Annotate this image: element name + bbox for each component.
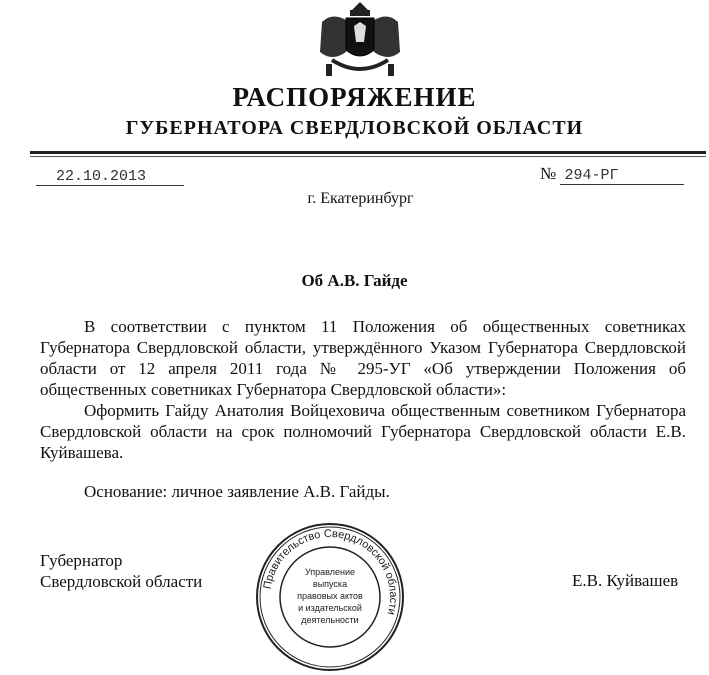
position-line-2: Свердловской области [40, 572, 203, 591]
official-stamp [255, 522, 405, 672]
position-line-1: Губернатор [40, 551, 123, 570]
city: г. Екатеринбург [307, 190, 414, 207]
signatory-position [40, 550, 202, 592]
stamp-ring-text: Правительство Свердловской области [261, 527, 400, 617]
document-title: РАСПОРЯЖЕНИЕ [232, 82, 477, 112]
stamp-inner-line: правовых актов [297, 591, 363, 601]
document-subtitle: ГУБЕРНАТОРА СВЕРДЛОВСКОЙ ОБЛАСТИ [125, 117, 584, 139]
header-rule-thin [30, 156, 706, 157]
signatory-name: Е.В. Куйвашев [572, 571, 679, 590]
body-paragraph-3: Основание: личное заявление А.В. Гайды. [84, 482, 390, 501]
coat-of-arms-emblem [312, 2, 408, 78]
stamp-inner-line: и издательской [298, 603, 362, 613]
body-paragraph-2: Оформить Гайду Анатолия Войцеховича общественным советником Губернатора Свердловской области на срок полномочий Губернатора Свердловской области Е.В. Куйвашева. [40, 401, 686, 462]
document-number [540, 164, 705, 185]
stamp-inner-line: Управление [304, 567, 356, 577]
document-subject: Об А.В. Гайде [301, 271, 408, 290]
stamp-inner-line: выпуска [312, 579, 348, 589]
stamp-inner-line: деятельности [301, 615, 359, 625]
header-rule [30, 151, 706, 154]
body-paragraph-1: В соответствии с пунктом 11 Положения об общественных советниках Губернатора Свердловской области, утверждённого Указом Губернатора Свердловской области от 12 апреля 2011 года № 295-УГ «Об утверждении Положения об общественных советниках Губернатора Свердловской области»: [40, 317, 686, 399]
number-value: 294-РГ [560, 167, 684, 185]
number-label: № [540, 164, 557, 183]
document-date: 22.10.2013 [36, 168, 184, 186]
